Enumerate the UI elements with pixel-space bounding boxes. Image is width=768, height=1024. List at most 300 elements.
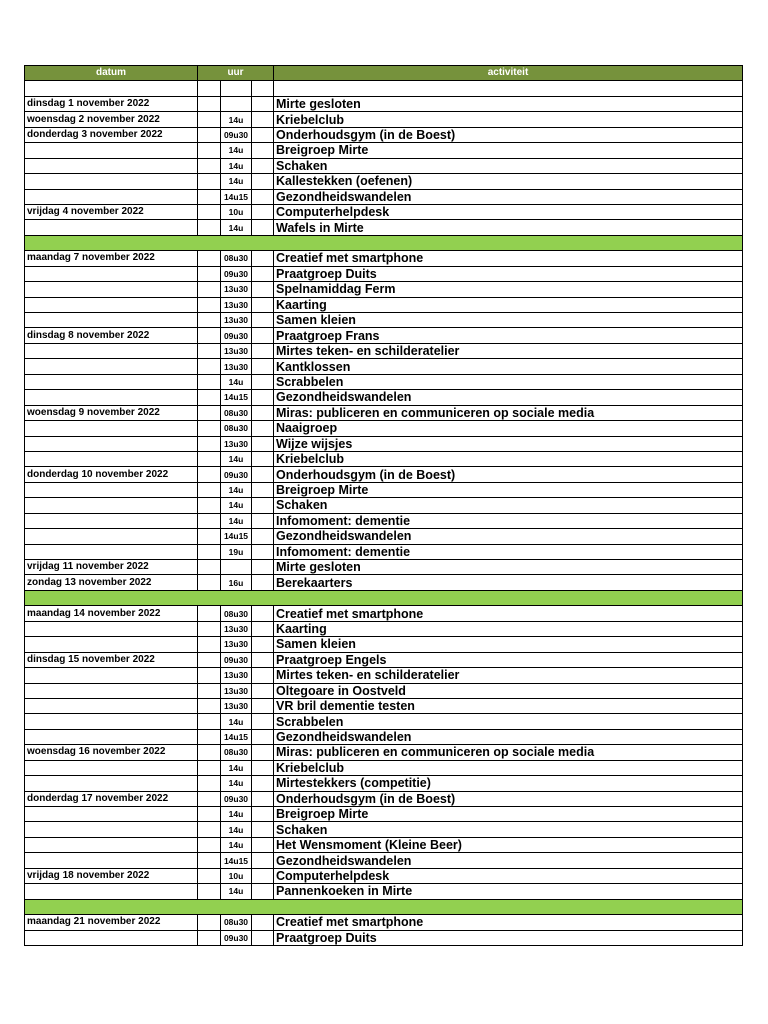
spacer-cell (252, 807, 274, 822)
uur-cell: 09u30 (221, 930, 252, 945)
uur-cell: 14u (221, 498, 252, 513)
spacer-cell (198, 513, 221, 528)
datum-cell (25, 853, 198, 868)
table-row (25, 791, 743, 806)
uur-cell (221, 560, 252, 575)
table-row (25, 374, 743, 389)
activiteit-cell: Wijze wijsjes (274, 436, 743, 451)
spacer-cell (252, 529, 274, 544)
spacer-cell (198, 282, 221, 297)
spacer-cell (252, 760, 274, 775)
activiteit-cell: Pannenkoeken in Mirte (274, 884, 743, 899)
table-row (25, 297, 743, 312)
header-row (25, 66, 743, 81)
datum-cell (25, 81, 198, 96)
table-row (25, 714, 743, 729)
activiteit-cell: Praatgroep Duits (274, 930, 743, 945)
uur-cell: 09u30 (221, 467, 252, 482)
activiteit-cell: Samen kleien (274, 313, 743, 328)
spacer-cell (198, 405, 221, 420)
datum-cell (25, 421, 198, 436)
datum-cell (25, 683, 198, 698)
spacer-cell (252, 189, 274, 204)
datum-cell (25, 189, 198, 204)
datum-cell (25, 513, 198, 528)
spacer-cell (252, 220, 274, 235)
uur-cell: 09u30 (221, 328, 252, 343)
datum-cell (25, 837, 198, 852)
datum-cell (25, 297, 198, 312)
uur-cell: 13u30 (221, 683, 252, 698)
datum-cell (25, 143, 198, 158)
datum-cell (25, 776, 198, 791)
activiteit-cell: Kallestekken (oefenen) (274, 174, 743, 189)
activiteit-cell: Kantklossen (274, 359, 743, 374)
activiteit-cell: Onderhoudsgym (in de Boest) (274, 127, 743, 142)
spacer-cell (198, 451, 221, 466)
uur-cell: 14u (221, 884, 252, 899)
datum-cell (25, 621, 198, 636)
spacer-cell (198, 158, 221, 173)
uur-cell: 13u30 (221, 313, 252, 328)
spacer-cell (198, 529, 221, 544)
spacer-cell (198, 791, 221, 806)
activiteit-cell: Infomoment: dementie (274, 544, 743, 559)
spacer-cell (252, 729, 274, 744)
datum-cell: dinsdag 15 november 2022 (25, 652, 198, 667)
spacer-cell (252, 390, 274, 405)
table-row (25, 467, 743, 482)
table-row (25, 930, 743, 945)
table-row (25, 822, 743, 837)
datum-cell (25, 807, 198, 822)
activiteit-cell: Gezondheidswandelen (274, 729, 743, 744)
spacer-cell (198, 853, 221, 868)
datum-cell (25, 374, 198, 389)
table-row (25, 745, 743, 760)
spacer-cell (198, 127, 221, 142)
spacer-cell (198, 81, 221, 96)
uur-cell: 09u30 (221, 266, 252, 281)
uur-cell: 14u15 (221, 390, 252, 405)
activiteit-cell: Kaarting (274, 621, 743, 636)
uur-cell: 14u (221, 482, 252, 497)
spacer-cell (252, 513, 274, 528)
spacer-cell (198, 575, 221, 590)
activiteit-cell: Wafels in Mirte (274, 220, 743, 235)
uur-cell: 09u30 (221, 652, 252, 667)
spacer-cell (198, 343, 221, 358)
table-row (25, 174, 743, 189)
datum-cell (25, 158, 198, 173)
table-row (25, 251, 743, 266)
table-row (25, 112, 743, 127)
spacer-cell (252, 498, 274, 513)
uur-cell: 08u30 (221, 606, 252, 621)
table-row (25, 621, 743, 636)
activiteit-cell: Scrabbelen (274, 374, 743, 389)
uur-cell: 08u30 (221, 421, 252, 436)
uur-cell: 13u30 (221, 698, 252, 713)
activiteit-cell: Infomoment: dementie (274, 513, 743, 528)
uur-cell: 16u (221, 575, 252, 590)
spacer-cell (198, 220, 221, 235)
datum-cell: maandag 7 november 2022 (25, 251, 198, 266)
table-row (25, 158, 743, 173)
spacer-cell (252, 467, 274, 482)
activiteit-cell: Creatief met smartphone (274, 606, 743, 621)
table-row (25, 421, 743, 436)
spacer-cell (252, 158, 274, 173)
spacer-cell (252, 544, 274, 559)
datum-cell: donderdag 3 november 2022 (25, 127, 198, 142)
spacer-cell (198, 313, 221, 328)
datum-cell: donderdag 10 november 2022 (25, 467, 198, 482)
spacer-cell (252, 930, 274, 945)
spacer-cell (198, 143, 221, 158)
activiteit-cell: Breigroep Mirte (274, 807, 743, 822)
spacer-cell (198, 776, 221, 791)
datum-cell (25, 343, 198, 358)
activiteit-cell: Naaigroep (274, 421, 743, 436)
section-separator-cell (25, 590, 743, 605)
uur-cell: 14u (221, 807, 252, 822)
datum-cell (25, 436, 198, 451)
table-row (25, 760, 743, 775)
table-row (25, 544, 743, 559)
datum-cell: vrijdag 18 november 2022 (25, 868, 198, 883)
table-row (25, 513, 743, 528)
uur-cell: 08u30 (221, 405, 252, 420)
table-row (25, 282, 743, 297)
uur-cell: 14u15 (221, 729, 252, 744)
schedule-body (25, 81, 743, 946)
table-row (25, 436, 743, 451)
spacer-cell (252, 652, 274, 667)
uur-cell: 14u15 (221, 529, 252, 544)
spacer-cell (198, 822, 221, 837)
uur-cell: 19u (221, 544, 252, 559)
datum-cell (25, 760, 198, 775)
table-row (25, 390, 743, 405)
activiteit-cell: Mirtes teken- en schilderatelier (274, 343, 743, 358)
uur-cell: 14u (221, 158, 252, 173)
spacer-cell (252, 745, 274, 760)
spacer-cell (252, 96, 274, 111)
spacer-cell (198, 359, 221, 374)
spacer-cell (252, 714, 274, 729)
datum-cell: vrijdag 4 november 2022 (25, 204, 198, 219)
spacer-cell (198, 637, 221, 652)
table-row (25, 668, 743, 683)
table-row (25, 575, 743, 590)
spacer-cell (198, 297, 221, 312)
uur-cell: 13u30 (221, 297, 252, 312)
uur-cell: 14u (221, 822, 252, 837)
activiteit-cell: Praatgroep Duits (274, 266, 743, 281)
spacer-cell (198, 482, 221, 497)
datum-cell (25, 174, 198, 189)
activiteit-cell: Scrabbelen (274, 714, 743, 729)
spacer-cell (198, 621, 221, 636)
activiteit-cell: Praatgroep Engels (274, 652, 743, 667)
spacer-cell (252, 374, 274, 389)
activiteit-cell: Creatief met smartphone (274, 915, 743, 930)
activiteit-cell: Gezondheidswandelen (274, 189, 743, 204)
datum-cell (25, 822, 198, 837)
table-row (25, 915, 743, 930)
datum-cell (25, 729, 198, 744)
table-row (25, 189, 743, 204)
spacer-cell (252, 668, 274, 683)
spacer-cell (198, 868, 221, 883)
activiteit-cell: Berekaarters (274, 575, 743, 590)
spacer-cell (198, 606, 221, 621)
uur-cell: 14u15 (221, 853, 252, 868)
table-row (25, 729, 743, 744)
uur-cell: 09u30 (221, 127, 252, 142)
table-row (25, 96, 743, 111)
activiteit-cell: Gezondheidswandelen (274, 529, 743, 544)
spacer-cell (252, 575, 274, 590)
section-separator (25, 235, 743, 250)
table-row (25, 698, 743, 713)
section-separator-cell (25, 235, 743, 250)
datum-cell: dinsdag 8 november 2022 (25, 328, 198, 343)
uur-cell: 14u (221, 220, 252, 235)
spacer-cell (198, 374, 221, 389)
activiteit-cell: Miras: publiceren en communiceren op sociale media (274, 405, 743, 420)
table-row (25, 637, 743, 652)
spacer-cell (198, 112, 221, 127)
spacer-cell (252, 81, 274, 96)
uur-cell: 13u30 (221, 436, 252, 451)
empty-row (25, 81, 743, 96)
datum-cell: maandag 14 november 2022 (25, 606, 198, 621)
section-separator-cell (25, 899, 743, 914)
spacer-cell (198, 698, 221, 713)
spacer-cell (252, 328, 274, 343)
activiteit-cell: Schaken (274, 822, 743, 837)
spacer-cell (198, 683, 221, 698)
spacer-cell (252, 174, 274, 189)
table-row (25, 498, 743, 513)
activiteit-cell: Schaken (274, 498, 743, 513)
section-separator (25, 899, 743, 914)
uur-cell: 14u (221, 837, 252, 852)
datum-cell (25, 482, 198, 497)
spacer-cell (198, 930, 221, 945)
activiteit-cell: Kriebelclub (274, 451, 743, 466)
datum-cell (25, 313, 198, 328)
spacer-cell (198, 884, 221, 899)
header-activiteit: activiteit (274, 66, 743, 81)
table-row (25, 868, 743, 883)
datum-cell (25, 529, 198, 544)
spacer-cell (252, 837, 274, 852)
spacer-cell (252, 359, 274, 374)
activiteit-cell: Breigroep Mirte (274, 143, 743, 158)
table-row (25, 359, 743, 374)
uur-cell: 10u (221, 204, 252, 219)
activiteit-cell: Gezondheidswandelen (274, 853, 743, 868)
spacer-cell (198, 189, 221, 204)
spacer-cell (198, 560, 221, 575)
spacer-cell (252, 405, 274, 420)
spacer-cell (252, 297, 274, 312)
table-row (25, 343, 743, 358)
spacer-cell (252, 251, 274, 266)
table-row (25, 837, 743, 852)
activiteit-cell: Schaken (274, 158, 743, 173)
uur-cell: 08u30 (221, 251, 252, 266)
table-row (25, 853, 743, 868)
datum-cell: zondag 13 november 2022 (25, 575, 198, 590)
activiteit-cell: Kriebelclub (274, 112, 743, 127)
datum-cell: dinsdag 1 november 2022 (25, 96, 198, 111)
table-row (25, 204, 743, 219)
spacer-cell (252, 683, 274, 698)
spacer-cell (198, 467, 221, 482)
spacer-cell (198, 652, 221, 667)
uur-cell: 09u30 (221, 791, 252, 806)
activiteit-cell: Mirte gesloten (274, 560, 743, 575)
uur-cell: 14u (221, 143, 252, 158)
uur-cell (221, 81, 252, 96)
spacer-cell (198, 266, 221, 281)
activiteit-cell: VR bril dementie testen (274, 698, 743, 713)
spacer-cell (198, 729, 221, 744)
uur-cell (221, 96, 252, 111)
uur-cell: 14u (221, 112, 252, 127)
spacer-cell (198, 807, 221, 822)
datum-cell (25, 390, 198, 405)
datum-cell: woensdag 9 november 2022 (25, 405, 198, 420)
spacer-cell (252, 282, 274, 297)
datum-cell (25, 451, 198, 466)
spacer-cell (252, 698, 274, 713)
table-row (25, 313, 743, 328)
spacer-cell (198, 498, 221, 513)
activiteit-cell: Praatgroep Frans (274, 328, 743, 343)
activiteit-cell: Computerhelpdesk (274, 868, 743, 883)
datum-cell (25, 220, 198, 235)
spacer-cell (252, 482, 274, 497)
spacer-cell (252, 606, 274, 621)
table-row (25, 807, 743, 822)
spacer-cell (252, 868, 274, 883)
spacer-cell (252, 884, 274, 899)
activity-schedule-table (24, 65, 743, 946)
spacer-cell (252, 776, 274, 791)
uur-cell: 14u (221, 174, 252, 189)
spacer-cell (252, 313, 274, 328)
table-row (25, 683, 743, 698)
uur-cell: 13u30 (221, 359, 252, 374)
datum-cell (25, 544, 198, 559)
table-row (25, 451, 743, 466)
spacer-cell (198, 544, 221, 559)
datum-cell: donderdag 17 november 2022 (25, 791, 198, 806)
uur-cell: 08u30 (221, 915, 252, 930)
spacer-cell (252, 112, 274, 127)
datum-cell (25, 884, 198, 899)
uur-cell: 14u (221, 760, 252, 775)
spacer-cell (252, 436, 274, 451)
spacer-cell (252, 266, 274, 281)
table-row (25, 143, 743, 158)
activiteit-cell: Kaarting (274, 297, 743, 312)
table-row (25, 266, 743, 281)
activiteit-cell: Kriebelclub (274, 760, 743, 775)
datum-cell (25, 714, 198, 729)
datum-cell (25, 637, 198, 652)
spacer-cell (198, 745, 221, 760)
table-row (25, 127, 743, 142)
spacer-cell (198, 760, 221, 775)
datum-cell: woensdag 16 november 2022 (25, 745, 198, 760)
spacer-cell (252, 637, 274, 652)
table-row (25, 482, 743, 497)
datum-cell: vrijdag 11 november 2022 (25, 560, 198, 575)
spacer-cell (252, 343, 274, 358)
activiteit-cell (274, 81, 743, 96)
spacer-cell (252, 560, 274, 575)
activiteit-cell: Onderhoudsgym (in de Boest) (274, 791, 743, 806)
activiteit-cell: Computerhelpdesk (274, 204, 743, 219)
spacer-cell (252, 451, 274, 466)
datum-cell (25, 930, 198, 945)
spacer-cell (252, 853, 274, 868)
spacer-cell (252, 621, 274, 636)
spacer-cell (252, 822, 274, 837)
spacer-cell (252, 421, 274, 436)
spacer-cell (198, 421, 221, 436)
activiteit-cell: Onderhoudsgym (in de Boest) (274, 467, 743, 482)
spacer-cell (198, 837, 221, 852)
datum-cell (25, 498, 198, 513)
activiteit-cell: Mirtes teken- en schilderatelier (274, 668, 743, 683)
activiteit-cell: Oltegoare in Oostveld (274, 683, 743, 698)
datum-cell: woensdag 2 november 2022 (25, 112, 198, 127)
datum-cell (25, 282, 198, 297)
uur-cell: 14u (221, 776, 252, 791)
uur-cell: 13u30 (221, 282, 252, 297)
spacer-cell (198, 174, 221, 189)
spacer-cell (198, 96, 221, 111)
spacer-cell (198, 390, 221, 405)
spacer-cell (198, 328, 221, 343)
uur-cell: 14u15 (221, 189, 252, 204)
activiteit-cell: Mirte gesloten (274, 96, 743, 111)
spacer-cell (198, 714, 221, 729)
table-row (25, 220, 743, 235)
activiteit-cell: Samen kleien (274, 637, 743, 652)
datum-cell (25, 668, 198, 683)
spacer-cell (252, 143, 274, 158)
table-row (25, 652, 743, 667)
uur-cell: 14u (221, 451, 252, 466)
spacer-cell (198, 915, 221, 930)
activiteit-cell: Gezondheidswandelen (274, 390, 743, 405)
activiteit-cell: Creatief met smartphone (274, 251, 743, 266)
uur-cell: 13u30 (221, 343, 252, 358)
uur-cell: 14u (221, 714, 252, 729)
uur-cell: 13u30 (221, 668, 252, 683)
spacer-cell (252, 204, 274, 219)
table-row (25, 529, 743, 544)
spacer-cell (198, 204, 221, 219)
